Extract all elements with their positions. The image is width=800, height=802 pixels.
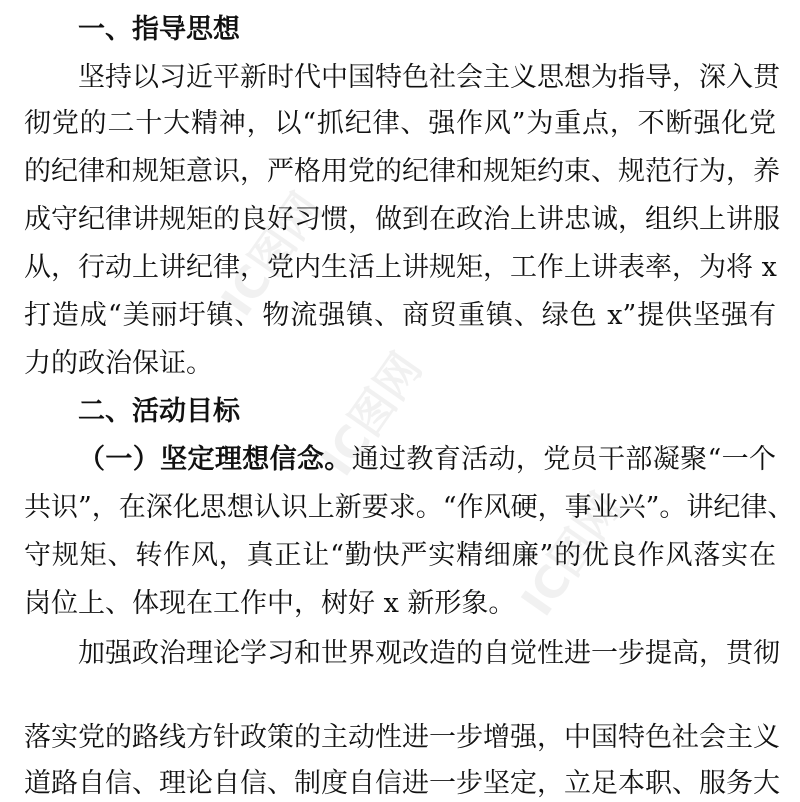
paragraph-text: 通过教育活动，党员干部凝聚“一个 <box>351 444 777 475</box>
watermark-1: IC图网 <box>211 183 333 326</box>
heading-activity-goals: 二、活动目标 <box>78 396 240 427</box>
paragraph-line: 加强政治理论学习和世界观改造的自觉性进一步提高，贯彻 <box>78 638 780 669</box>
paragraph-line: 的纪律和规矩意识，严格用党的纪律和规矩约束、规范行为，养 <box>24 156 780 187</box>
watermark-2: IC图网 <box>311 343 433 486</box>
paragraph-line: 彻党的二十大精神，以“抓纪律、强作风”为重点，不断强化党 <box>24 108 776 139</box>
paragraph-line: 坚持以习近平新时代中国特色社会主义思想为指导，深入贯 <box>78 62 780 93</box>
paragraph-line: 落实党的路线方针政策的主动性进一步增强，中国特色社会主义 <box>24 722 780 753</box>
paragraph-line: 成守纪律讲规矩的良好习惯，做到在政治上讲忠诚，组织上讲服 <box>24 204 780 235</box>
paragraph-line: 守规矩、转作风，真正让“勤快严实精细廉”的优良作风落实在 <box>24 540 776 571</box>
heading-guiding-ideology: 一、指导思想 <box>78 14 240 45</box>
paragraph-line: 从，行动上讲纪律，党内生活上讲规矩，工作上讲表率，为将 x <box>24 252 777 283</box>
paragraph-line <box>78 442 776 478</box>
paragraph-line: 道路自信、理论自信、制度自信进一步坚定，立足本职、服务大 <box>24 768 780 799</box>
watermark-3: IC图网 <box>511 483 633 626</box>
subheading-firm-ideals: （一）坚定理想信念。 <box>78 444 352 475</box>
paragraph-line: 力的政治保证。 <box>24 348 213 379</box>
paragraph-line: 共识”，在深化思想认识上新要求。“作风硬，事业兴”。讲纪律、 <box>24 492 795 523</box>
paragraph-line: 打造成“美丽圩镇、物流强镇、商贸重镇、绿色 x”提供坚强有 <box>24 300 776 331</box>
paragraph-line: 岗位上、体现在工作中，树好 x 新形象。 <box>24 588 516 619</box>
